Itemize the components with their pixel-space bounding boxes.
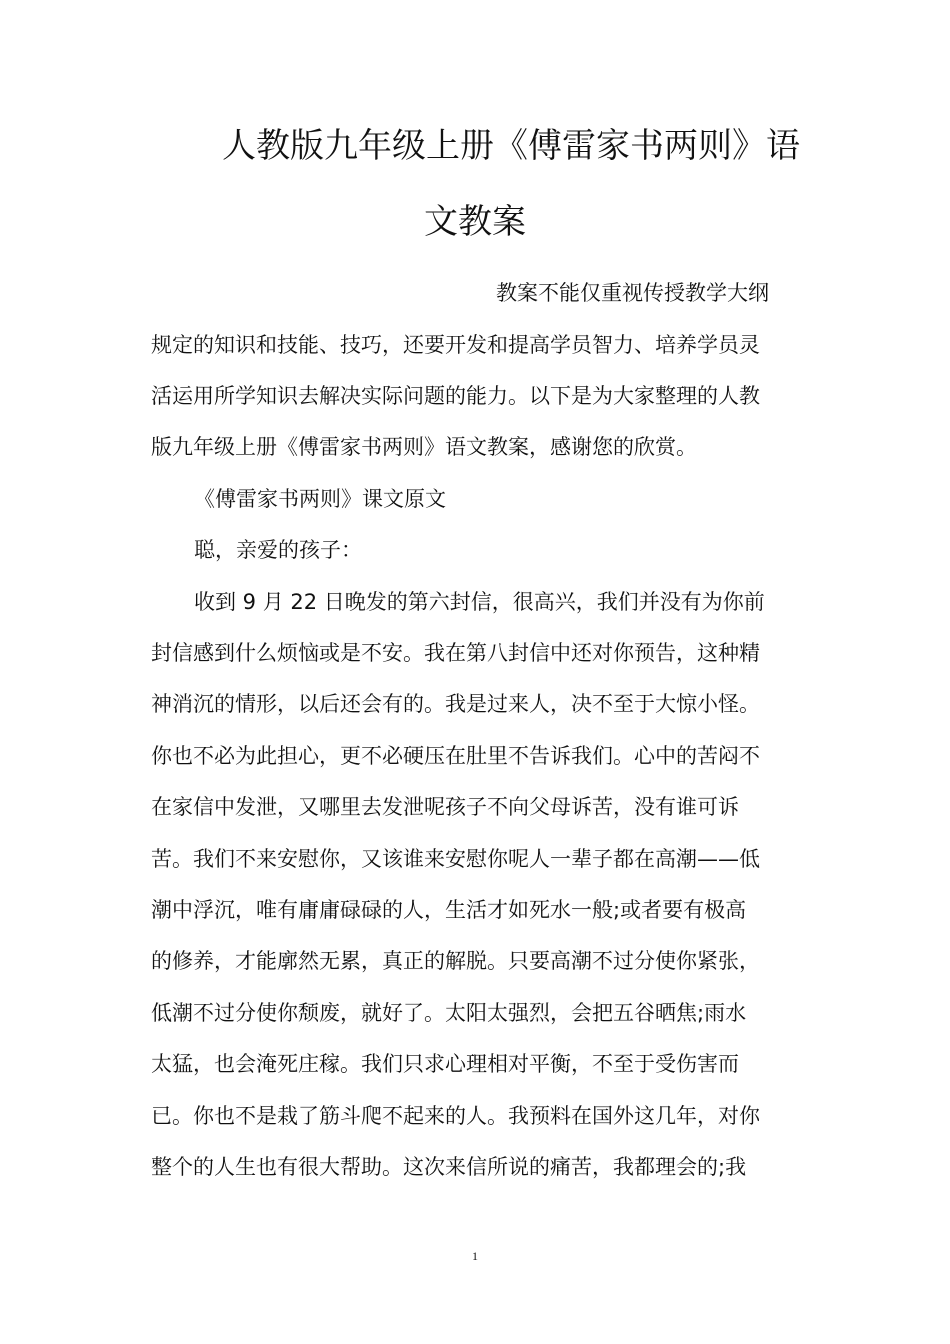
document-title-line-2: 文教案 [424,202,526,242]
body-line-8: 的修养，才能廓然无累，真正的解脱。只要高潮不过分使你紧张， [151,949,760,973]
body-line-9: 低潮不过分使你颓废，就好了。太阳太强烈，会把五谷晒焦;雨水 [151,1001,747,1025]
body-line-3: 神消沉的情形，以后还会有的。我是过来人，决不至于大惊小怪。 [151,692,760,716]
body-line-5: 在家信中发泄，又哪里去发泄呢孩子不向父母诉苦，没有谁可诉 [151,795,739,819]
body-line-11: 已。你也不是栽了筋斗爬不起来的人。我预料在国外这几年，对你 [151,1104,760,1128]
intro-line-1: 教案不能仅重视传授教学大纲 [496,281,769,305]
page-number: 1 [472,1249,478,1263]
intro-line-2: 规定的知识和技能、技巧，还要开发和提高学员智力、培养学员灵 [151,333,760,357]
intro-line-3: 活运用所学知识去解决实际问题的能力。以下是为大家整理的人教 [151,384,760,408]
body-line-4: 你也不必为此担心，更不必硬压在肚里不告诉我们。心中的苦闷不 [151,744,760,768]
salutation: 聪，亲爱的孩子： [194,538,362,562]
body-line-10: 太猛，也会淹死庄稼。我们只求心理相对平衡，不至于受伤害而 [151,1052,739,1076]
intro-line-4: 版九年级上册《傅雷家书两则》语文教案，感谢您的欣赏。 [151,435,697,459]
body-line-1: 收到 9 月 22 日晚发的第六封信，很高兴，我们并没有为你前 [194,590,765,614]
body-line-2: 封信感到什么烦恼或是不安。我在第八封信中还对你预告，这种精 [151,641,760,665]
body-line-12: 整个的人生也有很大帮助。这次来信所说的痛苦，我都理会的;我 [151,1155,747,1179]
document-title-line-1: 人教版九年级上册《傅雷家书两则》语 [222,126,800,166]
section-heading: 《傅雷家书两则》课文原文 [194,487,446,511]
body-line-6: 苦。我们不来安慰你，又该谁来安慰你呢人一辈子都在高潮——低 [151,847,760,871]
body-line-7: 潮中浮沉，唯有庸庸碌碌的人，生活才如死水一般;或者要有极高 [151,898,747,922]
